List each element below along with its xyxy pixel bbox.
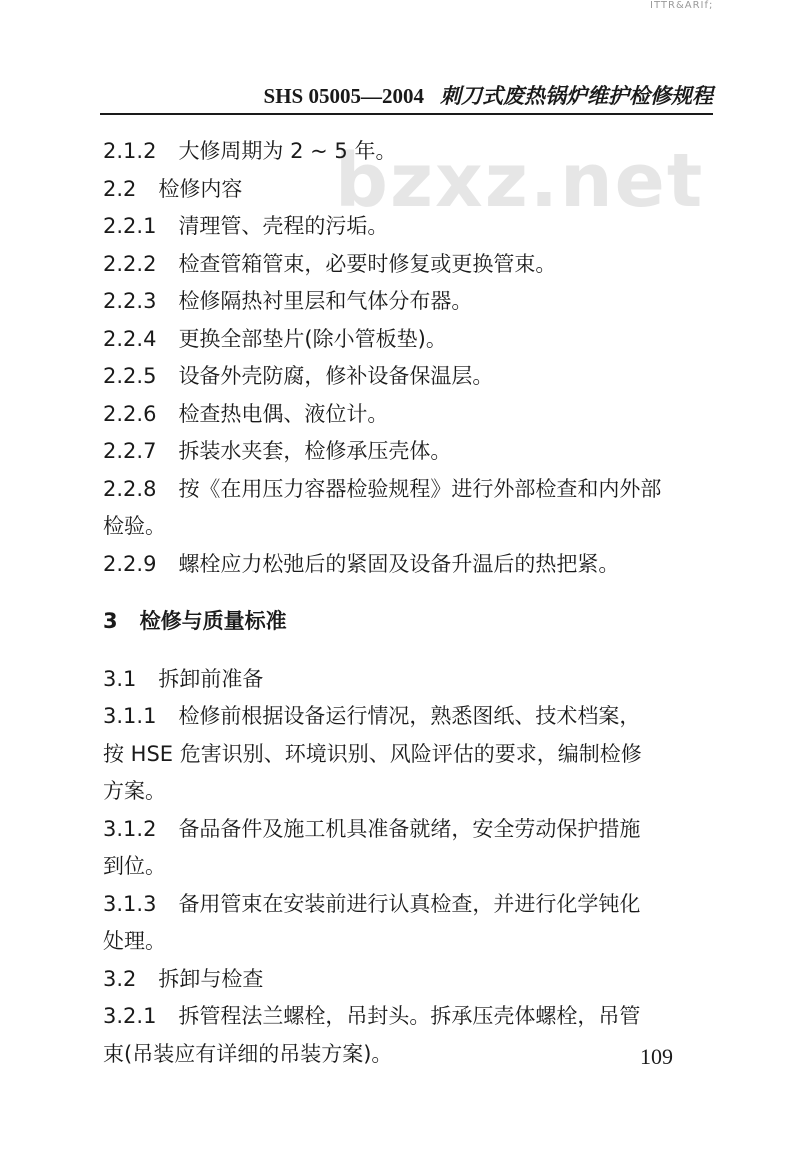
document-body — [103, 133, 715, 1073]
clause-text: 拆卸前准备 — [158, 666, 264, 691]
clause-number: 2.2.9 — [103, 551, 157, 576]
clause-continuation — [103, 736, 715, 774]
clause-text: 方案。 — [103, 779, 166, 803]
clause-continuation — [103, 923, 715, 961]
clause-number: 3.2.1 — [103, 1004, 157, 1028]
clause-line — [103, 886, 715, 924]
clause-number: 3.1 — [103, 666, 137, 691]
clause-text: 大修周期为 2 ~ 5 年。 — [178, 139, 397, 163]
clause-number: 3.1.1 — [103, 704, 157, 728]
clause-text: 拆管程法兰螺栓，吊封头。拆承压壳体螺栓，吊管 — [178, 1004, 641, 1028]
clause-line — [103, 171, 715, 209]
clause-line — [103, 698, 715, 736]
clause-number: 2.2.7 — [103, 439, 157, 463]
clause-number: 3.1.3 — [103, 891, 157, 916]
clause-number: 2.2.4 — [103, 326, 157, 351]
clause-text: 拆装水夹套，检修承压壳体。 — [178, 439, 452, 463]
clause-number: 2.2.2 — [103, 251, 157, 276]
section-heading — [103, 603, 715, 641]
clause-continuation — [103, 773, 715, 811]
clause-continuation — [103, 848, 715, 886]
clause-line — [103, 433, 715, 471]
clause-line — [103, 321, 715, 359]
clause-continuation — [103, 508, 715, 546]
clause-text: 按 HSE 危害识别、环境识别、风险评估的要求，编制检修 — [103, 741, 642, 766]
clause-text: 检查管箱管束，必要时修复或更换管束。 — [178, 251, 557, 276]
standard-code: SHS 05005—2004 — [263, 84, 424, 108]
page-number: 109 — [640, 1044, 673, 1069]
clause-text: 检修隔热衬里层和气体分布器。 — [178, 289, 473, 313]
section-title: 检修与质量标准 — [139, 609, 287, 633]
top-edge-fragment: ITTR&ARIf; — [650, 0, 714, 11]
clause-line — [103, 396, 715, 434]
clause-number: 3.2 — [103, 966, 137, 991]
clause-number: 2.2.3 — [103, 289, 157, 313]
clause-text: 更换全部垫片(除小管板垫)。 — [178, 326, 447, 351]
clause-number: 2.1.2 — [103, 139, 157, 163]
clause-line — [103, 208, 715, 246]
clause-number: 3.1.2 — [103, 816, 157, 841]
clause-text: 螺栓应力松弛后的紧固及设备升温后的热把紧。 — [178, 551, 620, 576]
clause-text: 备品备件及施工机具准备就绪，安全劳动保护措施 — [178, 816, 641, 841]
clause-line — [103, 998, 715, 1036]
clause-text: 到位。 — [103, 854, 166, 878]
clause-text: 检验。 — [103, 514, 166, 538]
clause-line — [103, 246, 715, 284]
clause-text: 拆卸与检查 — [158, 966, 264, 991]
clause-text: 束(吊装应有详细的吊装方案)。 — [103, 1041, 393, 1066]
clause-number: 2.2.5 — [103, 364, 157, 388]
section-number: 3 — [103, 609, 118, 633]
header-title: 刺刀式废热锅炉维护检修规程 — [440, 83, 713, 108]
clause-line — [103, 961, 715, 999]
clause-line — [103, 133, 715, 171]
clause-line — [103, 283, 715, 321]
clause-text: 处理。 — [103, 929, 166, 953]
clause-continuation — [103, 1036, 715, 1074]
clause-text: 清理管、壳程的污垢。 — [178, 214, 389, 238]
clause-text: 按《在用压力容器检验规程》进行外部检查和内外部 — [178, 476, 662, 501]
clause-line — [103, 661, 715, 699]
spacer — [103, 641, 715, 661]
clause-number: 2.2.8 — [103, 476, 157, 501]
clause-text: 检修前根据设备运行情况，熟悉图纸、技术档案， — [178, 704, 641, 728]
clause-number: 2.2.1 — [103, 214, 157, 238]
running-header — [100, 80, 713, 110]
clause-text: 检查热电偶、液位计。 — [178, 401, 389, 426]
clause-line — [103, 546, 715, 584]
clause-line — [103, 811, 715, 849]
clause-line — [103, 471, 715, 509]
header-rule — [100, 113, 713, 115]
watermark: bzxz.net — [335, 138, 705, 224]
clause-text: 备用管束在安装前进行认真检查，并进行化学钝化 — [178, 891, 641, 916]
spacer — [103, 583, 715, 603]
clause-number: 2.2 — [103, 176, 137, 201]
clause-text: 检修内容 — [158, 176, 243, 201]
clause-text: 设备外壳防腐，修补设备保温层。 — [178, 364, 494, 388]
clause-number: 2.2.6 — [103, 401, 157, 426]
clause-line — [103, 358, 715, 396]
